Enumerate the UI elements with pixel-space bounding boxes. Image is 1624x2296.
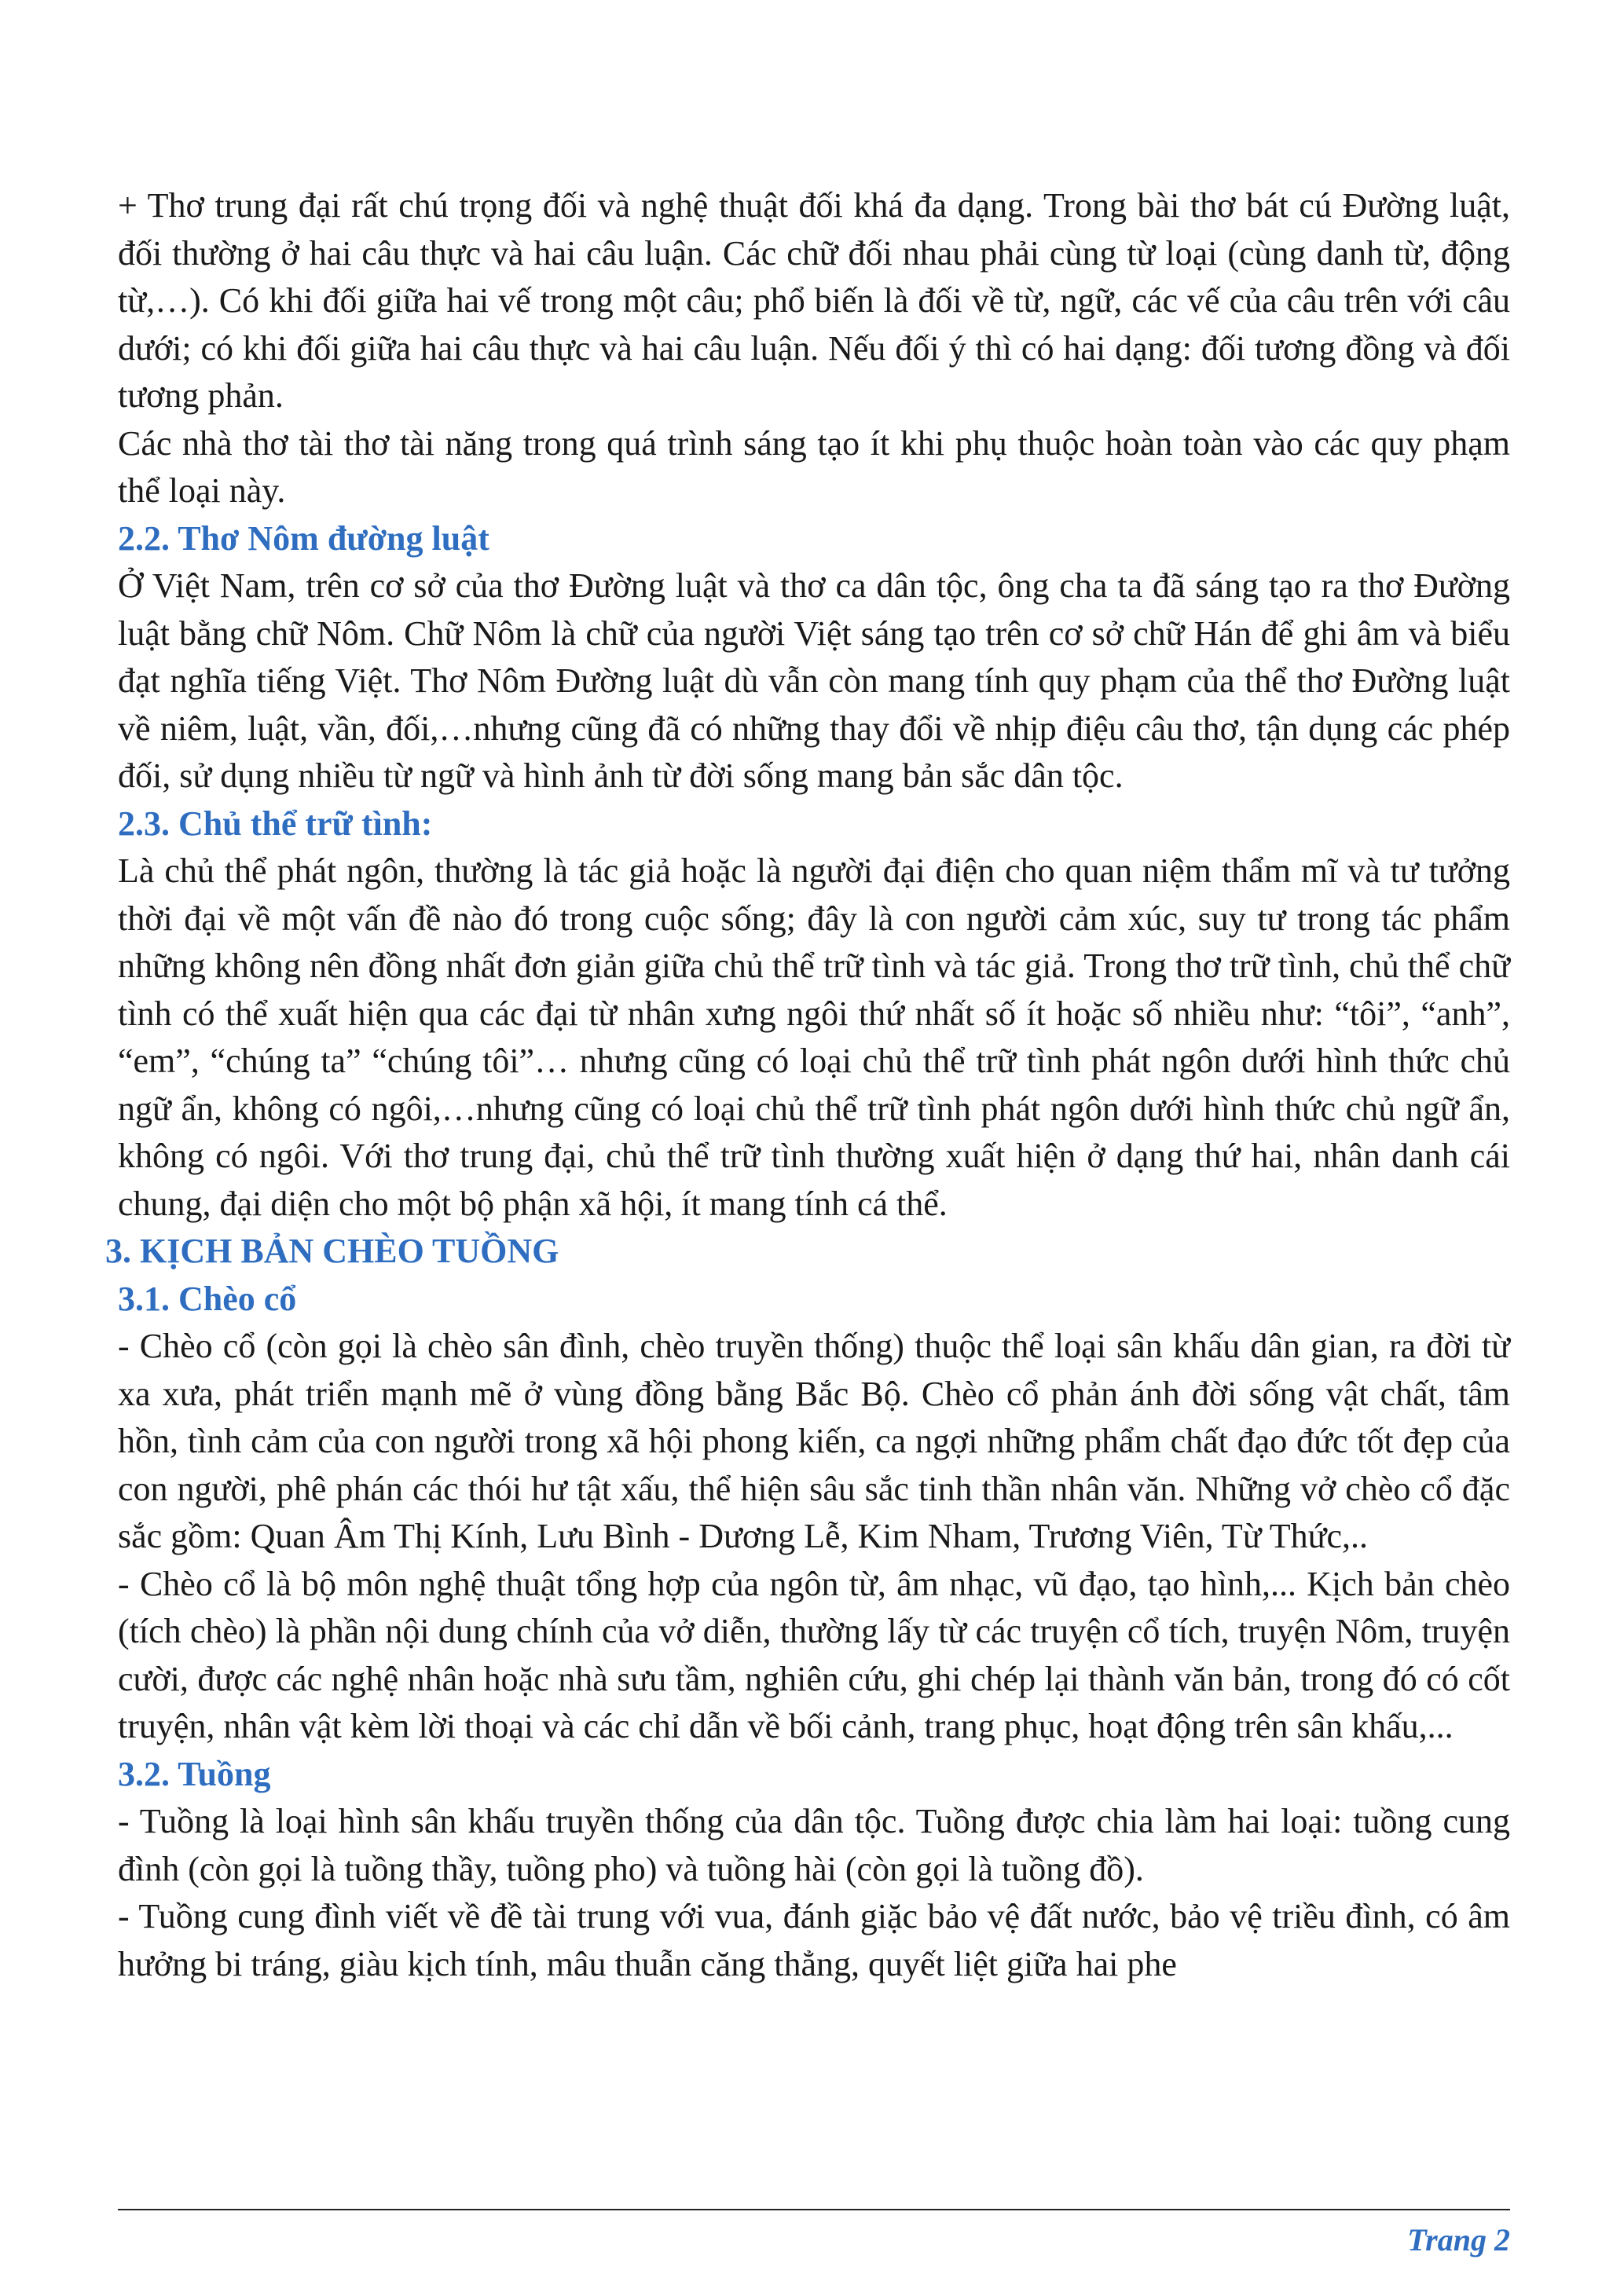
heading-3-2-tuong: 3.2. Tuồng [118,1754,271,1793]
heading-2-2-nom-poetry: 2.2. Thơ Nôm đường luật [118,518,489,558]
paragraph-cheo-art: - Chèo cổ là bộ môn nghệ thuật tổng hợp của ngôn từ, âm nhạc, vũ đạo, tạo hình,... Kịch bản chèo (tích chèo) là phần nội dung chính của vở diễn, thường lấy từ các truyện cổ tích, truyện Nôm, truyện cười, được các nghệ nhân hoặc nhà sưu tầm, nghiên cứu, ghi chép lại thành văn bản, trong đó có cốt truyện, nhân vật kèm lời thoại và các chỉ dẫn về bối cảnh, trang phục, hoạt động trên sân khấu,... [118,1564,1510,1745]
paragraph-cheo-origin: - Chèo cổ (còn gọi là chèo sân đình, chèo truyền thống) thuộc thể loại sân khấu dân gian, ra đời từ xa xưa, phát triển mạnh mẽ ở vùng đồng bằng Bắc Bộ. Chèo cổ phản ánh đời sống vật chất, tâm hồn, tình cảm của con người trong xã hội phong kiến, ca ngợi những phẩm chất đạo đức tốt đẹp của con người, phê phán các thói hư tật xấu, thể hiện sâu sắc tinh thần nhân văn. Những vở chèo cổ đặc sắc gồm: Quan Âm Thị Kính, Lưu Bình - Dương Lễ, Kim Nham, Trương Viên, Từ Thức,.. [118,1327,1510,1555]
paragraph-tuong-types: - Tuồng là loại hình sân khấu truyền thống của dân tộc. Tuồng được chia làm hai loại: tuồng cung đình (còn gọi là tuồng thầy, tuồng pho) và tuồng hài (còn gọi là tuồng đồ). [118,1802,1510,1888]
page-content [105,182,1510,1988]
page-number: Trang 2 [1407,2222,1510,2258]
paragraph-poets-creativity: Các nhà thơ tài thơ tài năng trong quá trình sáng tạo ít khi phụ thuộc hoàn toàn vào các quy phạm thể loại này. [118,423,1510,510]
paragraph-lyrical-subject: Là chủ thể phát ngôn, thường là tác giả hoặc là người đại điện cho quan niệm thẩm mĩ và tư tưởng thời đại về một vấn đề nào đó trong cuộc sống; đây là con người cảm xúc, suy tư trong tác phẩm những không nên đồng nhất đơn giản giữa chủ thể trữ tình và tác giả. Trong thơ trữ tình, chủ thể chữ tình có thể xuất hiện qua các đại từ nhân xưng ngôi thứ nhất số ít hoặc số nhiều như: “tôi”, “anh”, “em”, “chúng ta” “chúng tôi”… nhưng cũng có loại chủ thể trữ tình phát ngôn dưới hình thức chủ ngữ ẩn, không có ngôi,…nhưng cũng có loại chủ thể trữ tình phát ngôn dưới hình thức chủ ngữ ẩn, không có ngôi. Với thơ trung đại, chủ thể trữ tình thường xuất hiện ở dạng thứ hai, nhân danh cái chung, đại diện cho một bộ phận xã hội, ít mang tính cá thể. [118,851,1510,1223]
paragraph-nom-poetry: Ở Việt Nam, trên cơ sở của thơ Đường luật và thơ ca dân tộc, ông cha ta đã sáng tạo ra thơ Đường luật bằng chữ Nôm. Chữ Nôm là chữ của người Việt sáng tạo trên cơ sở chữ Hán để ghi âm và biểu đạt nghĩa tiếng Việt. Thơ Nôm Đường luật dù vẫn còn mang tính quy phạm của thể thơ Đường luật về niêm, luật, vần, đối,…nhưng cũng đã có những thay đổi về nhịp điệu câu thơ, tận dụng các phép đối, sử dụng nhiều từ ngữ và hình ảnh từ đời sống mang bản sắc dân tộc. [118,566,1510,795]
paragraph-tuong-court: - Tuồng cung đình viết về đề tài trung với vua, đánh giặc bảo vệ đất nước, bảo vệ triều đình, có âm hưởng bi tráng, giàu kịch tính, mâu thuẫn căng thẳng, quyết liệt giữa hai phe [118,1897,1510,1983]
heading-3-cheo-tuong-scripts: 3. KỊCH BẢN CHÈO TUỒNG [105,1232,559,1270]
heading-2-3-lyrical-subject: 2.3. Chủ thể trữ tình: [118,804,433,843]
heading-3-1-cheo-co: 3.1. Chèo cổ [118,1279,297,1318]
footer-divider [118,2209,1510,2210]
paragraph-parallelism: + Thơ trung đại rất chú trọng đối và nghệ thuật đối khá đa dạng. Trong bài thơ bát cú Đường luật, đối thường ở hai câu thực và hai câu luận. Các chữ đối nhau phải cùng từ loại (cùng danh từ, động từ,…). Có khi đối giữa hai vế trong một câu; phổ biến là đối về từ, ngữ, các vế của câu trên với câu dưới; có khi đối giữa hai câu thực và hai câu luận. Nếu đối ý thì có hai dạng: đối tương đồng và đối tương phản. [118,186,1510,415]
